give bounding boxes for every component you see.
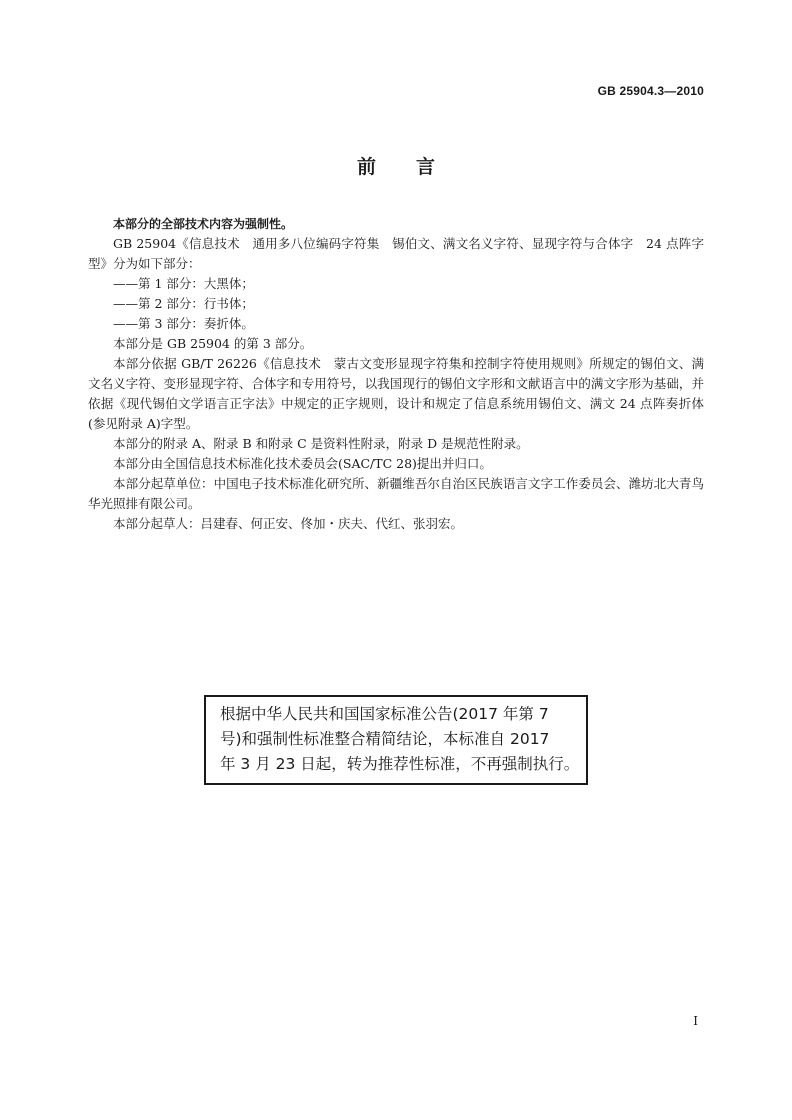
mandatory-statement: 本部分的全部技术内容为强制性。 (113, 217, 294, 231)
paragraph-series-intro: GB 25904《信息技术 通用多八位编码字符集 锡伯文、满文名义字符、显现字符与合体字 24 点阵字型》分为如下部分： (88, 236, 704, 271)
paragraph-drafting-units: 本部分起草单位：中国电子技术标准化研究所、新疆维吾尔自治区民族语言文字工作委员会、潍坊北大青鸟华光照排有限公司。 (88, 476, 704, 511)
paragraph-drafters: 本部分起草人：吕建春、何正安、佟加・庆夫、代红、张羽宏。 (113, 516, 464, 531)
standard-code: GB 25904.3—2010 (597, 84, 704, 98)
paragraph-basis: 本部分依据 GB/T 26226《信息技术 蒙古文变形显现字符集和控制字符使用规则》所规定的锡伯文、满文名义字符、变形显现字符、合体字和专用符号，以我国现行的锡伯文字形和文献语言中的满文字形为基础，并依据《现代锡伯文学语言正字法》中规定的正字规则，设计和规定了信息系统用锡伯文、满文 24 点阵奏折体(参见附录 A)字型。 (88, 356, 704, 431)
page-title: 前言 (356, 156, 475, 178)
list-item-part-1: ——第 1 部分：大黑体； (113, 276, 254, 291)
paragraph-part-statement: 本部分是 GB 25904 的第 3 部分。 (113, 336, 313, 351)
page-number: I (693, 1014, 698, 1028)
notice-line-2: 号)和强制性标准整合精简结论，本标准自 2017 (220, 730, 550, 748)
list-item-part-3: ——第 3 部分：奏折体。 (113, 316, 254, 331)
notice-line-3: 年 3 月 23 日起，转为推荐性标准，不再强制执行。 (220, 755, 580, 773)
status-notice-box (204, 695, 588, 785)
notice-line-1: 根据中华人民共和国国家标准公告(2017 年第 7 (220, 705, 549, 723)
foreword-body (88, 214, 704, 534)
paragraph-annexes: 本部分的附录 A、附录 B 和附录 C 是资料性附录，附录 D 是规范性附录。 (113, 436, 529, 451)
list-item-part-2: ——第 2 部分：行书体； (113, 296, 254, 311)
paragraph-committee: 本部分由全国信息技术标准化技术委员会(SAC/TC 28)提出并归口。 (113, 456, 492, 471)
